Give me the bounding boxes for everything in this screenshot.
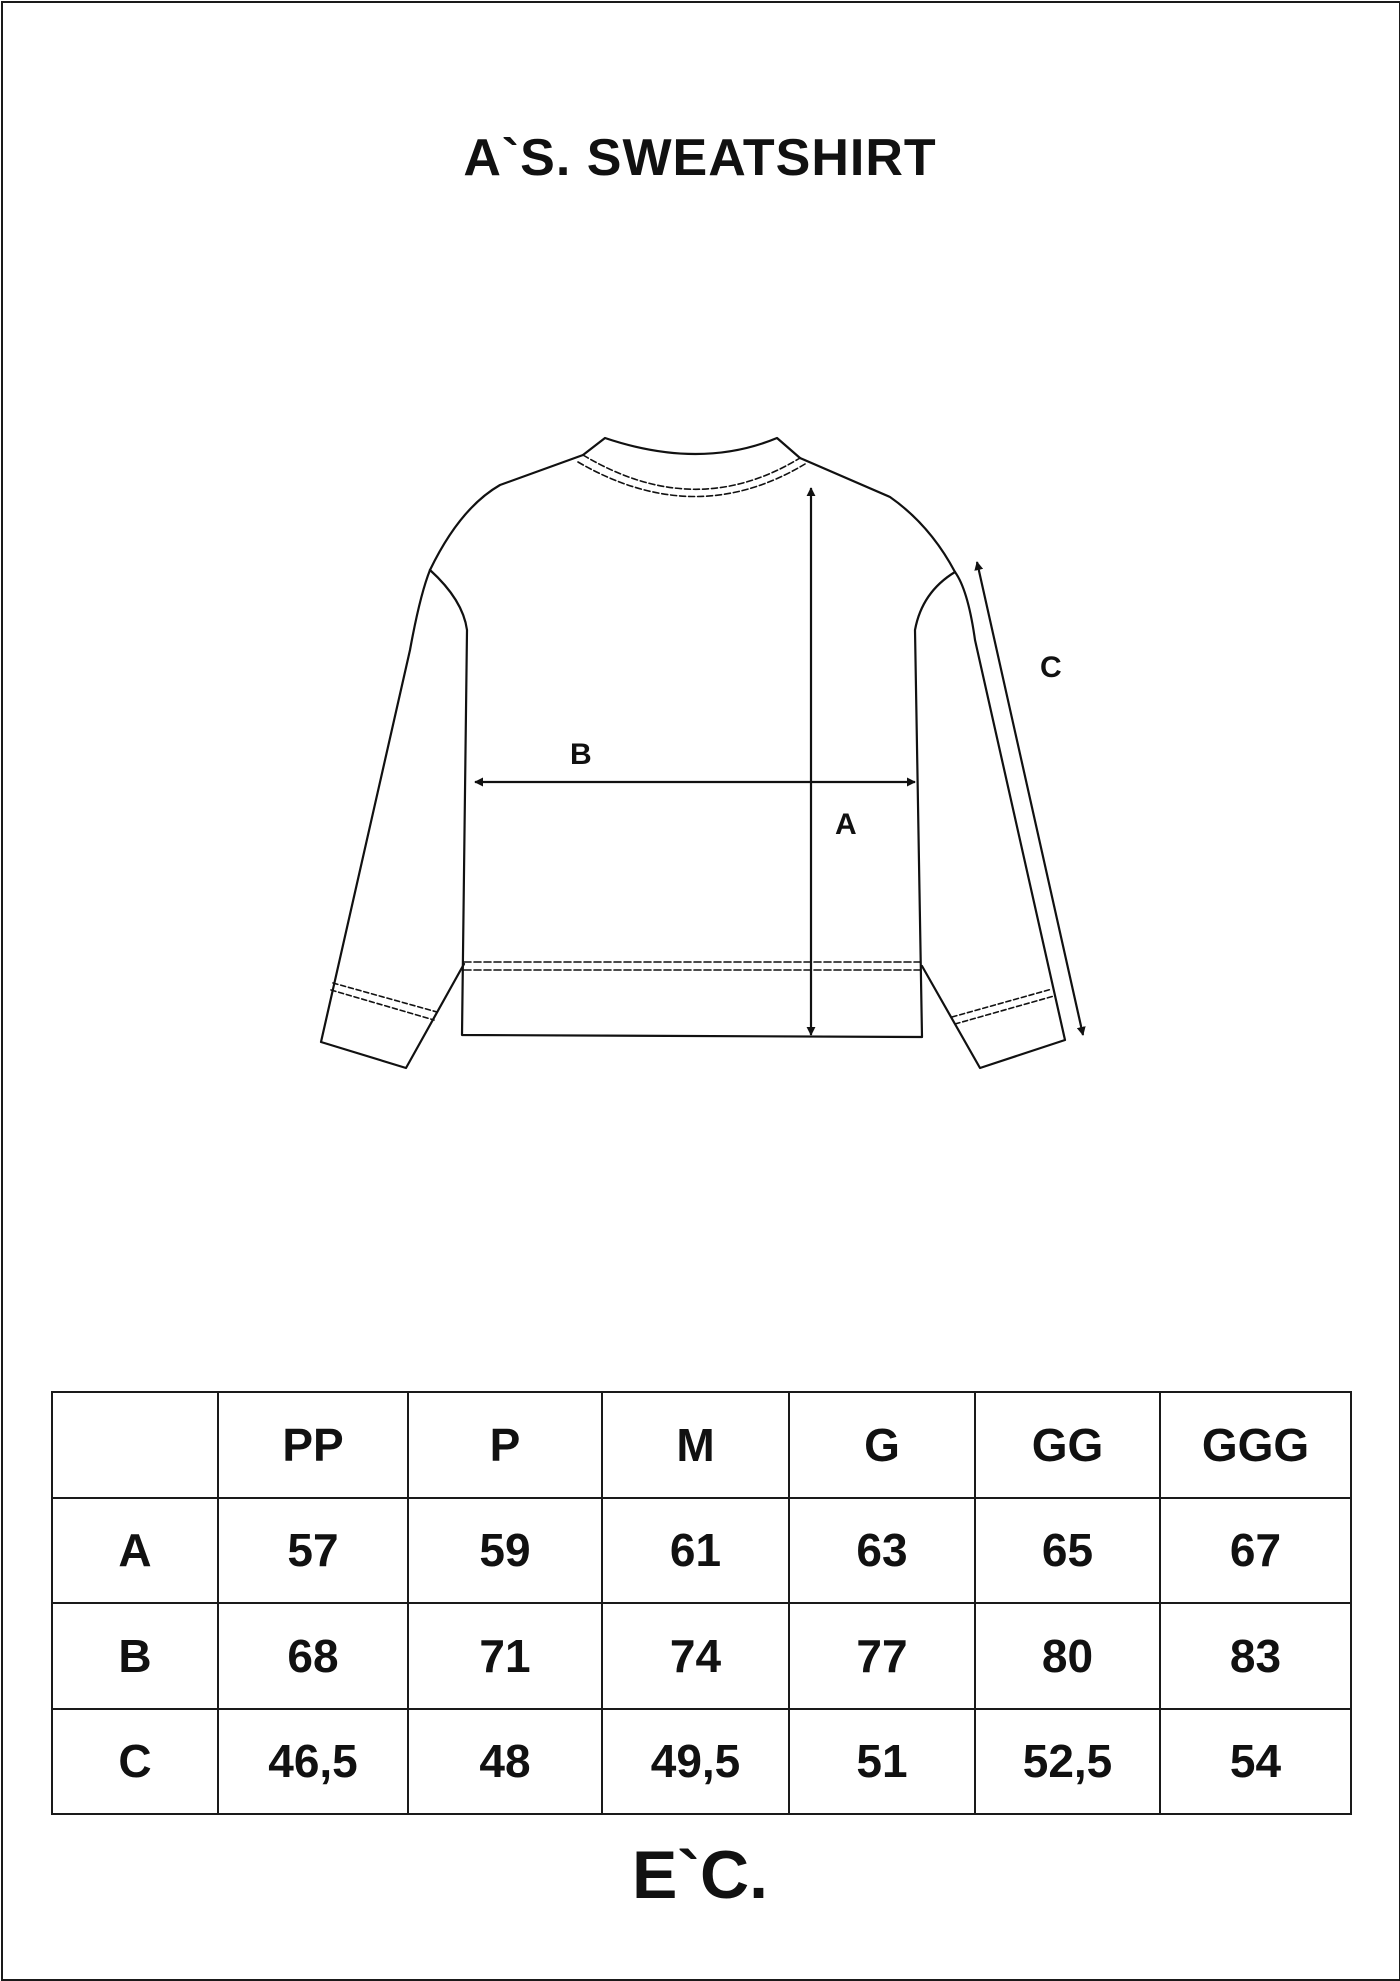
measurement-arrows — [475, 488, 1083, 1035]
label-a: A — [835, 808, 857, 841]
table-cell: 71 — [408, 1603, 602, 1709]
header-cell: P — [408, 1392, 602, 1498]
header-cell: M — [602, 1392, 789, 1498]
header-cell — [52, 1392, 218, 1498]
table-cell: 61 — [602, 1498, 789, 1604]
table-cell: 80 — [975, 1603, 1160, 1709]
table-cell: 77 — [789, 1603, 975, 1709]
table-cell: 51 — [789, 1709, 975, 1815]
row-label: C — [52, 1709, 218, 1815]
page-title: A`S. SWEATSHIRT — [463, 129, 937, 187]
table-cell: 59 — [408, 1498, 602, 1604]
table-cell: 67 — [1160, 1498, 1351, 1604]
table-cell: 74 — [602, 1603, 789, 1709]
size-table — [51, 1391, 1352, 1815]
header-cell: G — [789, 1392, 975, 1498]
table-row — [52, 1603, 1351, 1709]
label-b: B — [570, 738, 592, 771]
table-cell: 68 — [218, 1603, 408, 1709]
table-header-row — [52, 1392, 1351, 1498]
table-row — [52, 1498, 1351, 1604]
row-label: A — [52, 1498, 218, 1604]
arrow-c — [977, 562, 1083, 1035]
table-cell: 83 — [1160, 1603, 1351, 1709]
table-cell: 63 — [789, 1498, 975, 1604]
header-cell: GG — [975, 1392, 1160, 1498]
sweatshirt-outline — [321, 438, 1065, 1068]
table-cell: 52,5 — [975, 1709, 1160, 1815]
header-cell: GGG — [1160, 1392, 1351, 1498]
table-cell: 57 — [218, 1498, 408, 1604]
table-cell: 46,5 — [218, 1709, 408, 1815]
table-cell: 54 — [1160, 1709, 1351, 1815]
table-row — [52, 1709, 1351, 1815]
table-cell: 49,5 — [602, 1709, 789, 1815]
label-c: C — [1040, 651, 1062, 684]
brand-logo: E`C. — [632, 1837, 768, 1913]
table-cell: 65 — [975, 1498, 1160, 1604]
table-cell: 48 — [408, 1709, 602, 1815]
row-label: B — [52, 1603, 218, 1709]
header-cell: PP — [218, 1392, 408, 1498]
